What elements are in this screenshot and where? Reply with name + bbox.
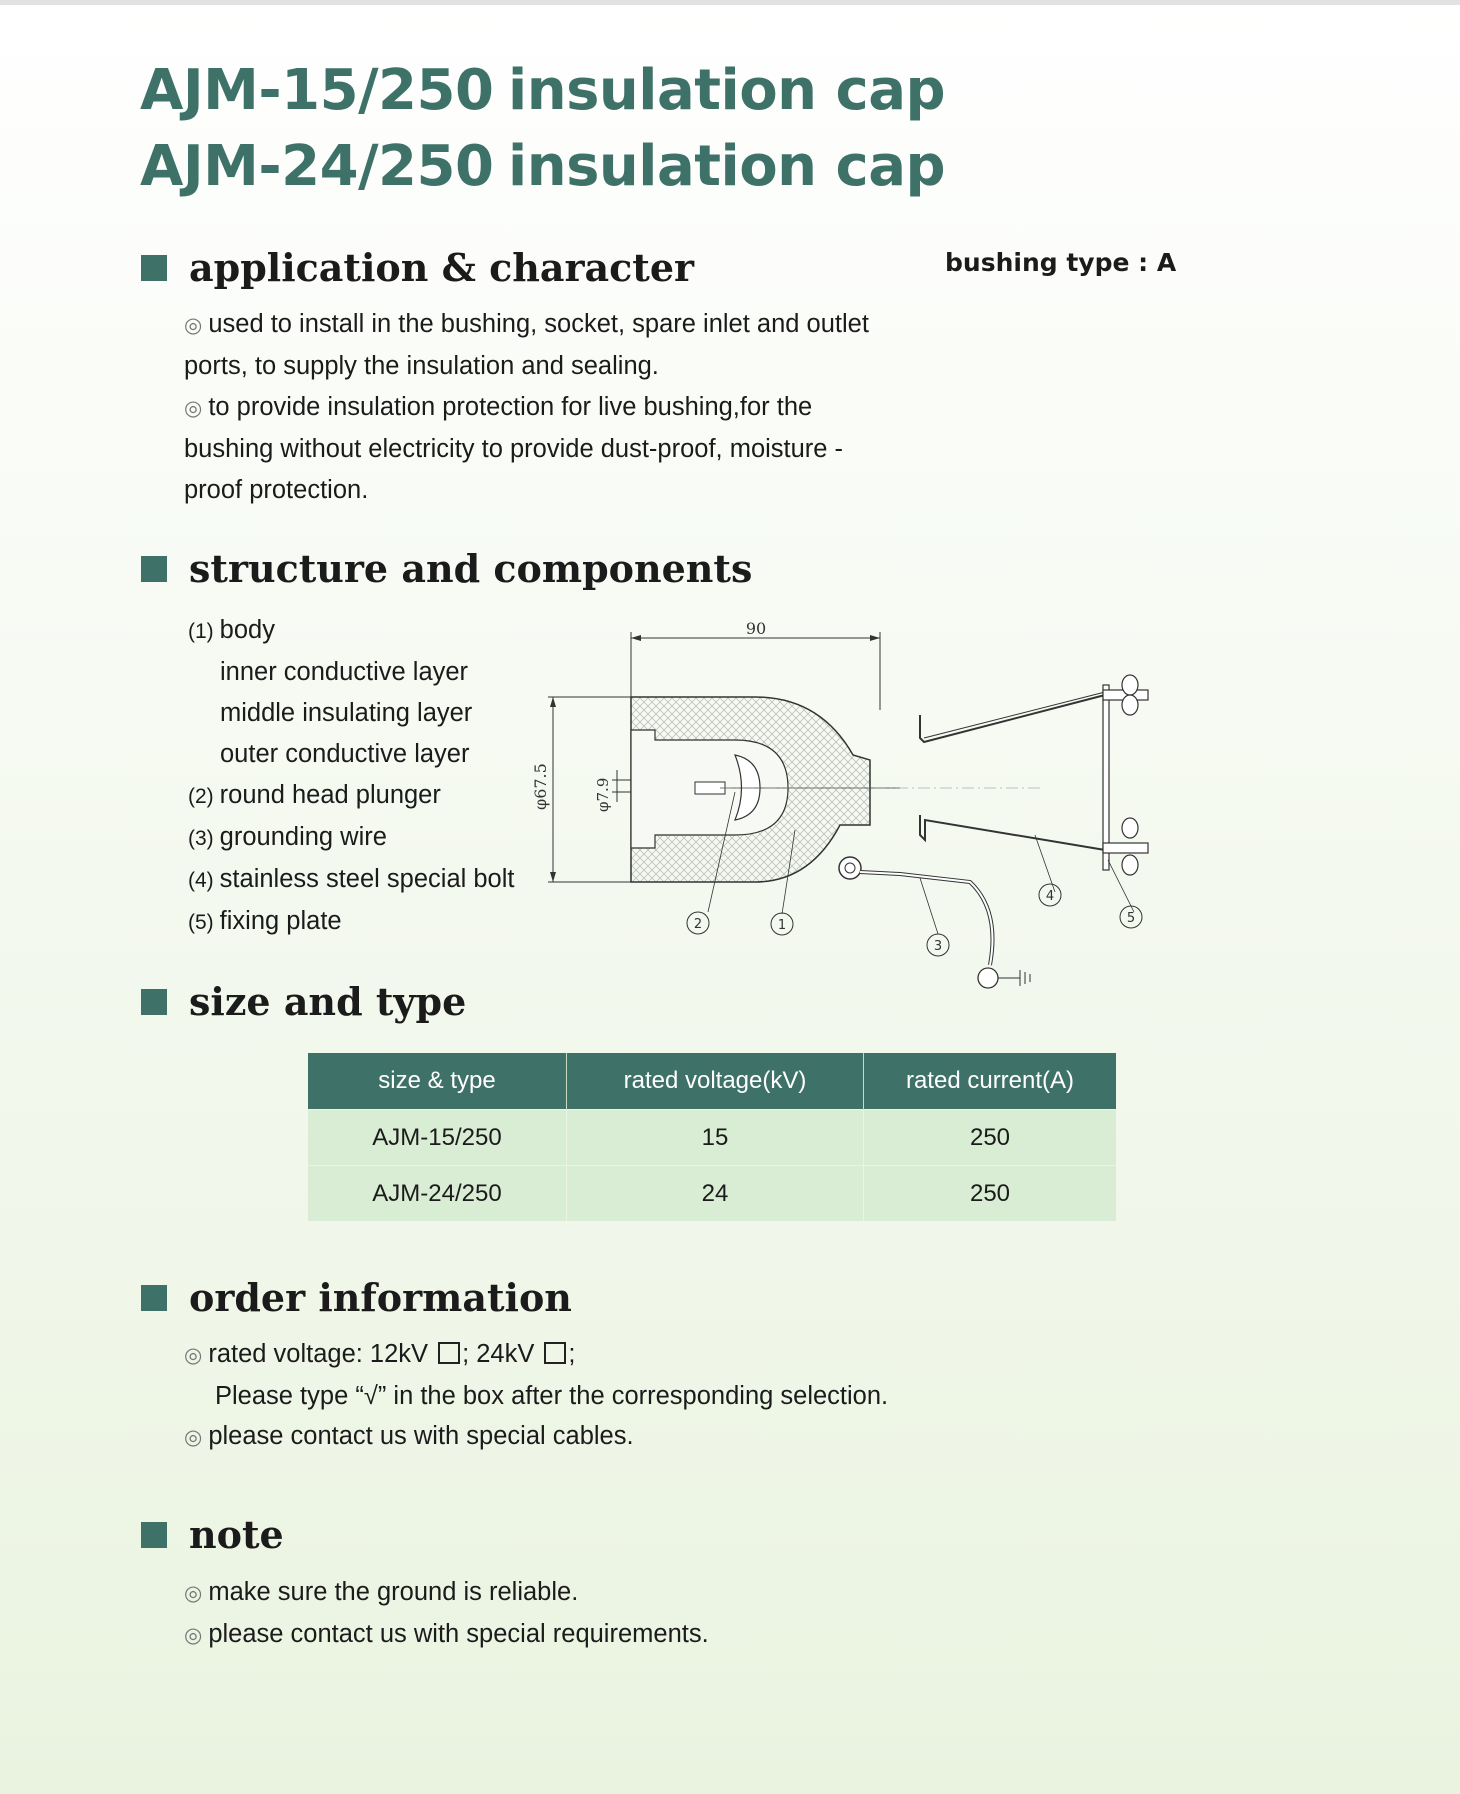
table-cell: 24 — [567, 1166, 864, 1222]
title-model-code: AJM-24/250 — [140, 133, 494, 199]
component-list — [188, 610, 515, 943]
callout-5 — [1120, 906, 1142, 928]
square-bullet-icon — [141, 1522, 167, 1548]
square-bullet-icon — [141, 556, 167, 582]
table-cell: AJM-24/250 — [308, 1166, 567, 1222]
note-text — [184, 1572, 709, 1656]
application-text — [184, 304, 874, 511]
section-title: size and type — [189, 979, 467, 1024]
list-item: (1) body — [188, 616, 275, 644]
list-item: ◎ make sure the ground is reliable. — [184, 1572, 709, 1614]
square-bullet-icon — [141, 1285, 167, 1311]
svg-text:4: 4 — [1045, 889, 1055, 904]
section-title: structure and components — [189, 546, 753, 591]
title-model-code: AJM-15/250 — [140, 57, 494, 123]
list-item: ◎ used to install in the bushing, socket, spare inlet and outlet ports, to supply the insulation and sealing. — [184, 304, 874, 387]
section-title: note — [189, 1512, 284, 1557]
table-cell: 250 — [864, 1110, 1117, 1166]
section-order-heading — [141, 1275, 572, 1320]
list-item: inner conductive layer — [220, 658, 469, 686]
svg-text:2: 2 — [693, 917, 703, 932]
double-circle-icon: ◎ — [184, 314, 203, 337]
square-bullet-icon — [141, 255, 167, 281]
callout-1 — [771, 913, 793, 935]
list-item: outer conductive layer — [220, 740, 470, 768]
list-item: middle insulating layer — [220, 699, 473, 727]
title-product-name: insulation cap — [508, 57, 946, 123]
double-circle-icon: ◎ — [184, 1344, 203, 1367]
callout-3 — [927, 934, 949, 956]
list-item: (3) grounding wire — [188, 823, 387, 851]
dimension-width-label: 90 — [745, 619, 767, 638]
section-application-heading — [141, 245, 694, 290]
double-circle-icon: ◎ — [184, 1582, 203, 1605]
callout-2 — [687, 912, 709, 934]
table-cell: AJM-15/250 — [308, 1110, 567, 1166]
double-circle-icon: ◎ — [184, 1624, 203, 1647]
title-line-1 — [140, 52, 945, 128]
section-title: order information — [189, 1275, 572, 1320]
section-size-heading — [141, 979, 466, 1024]
order-instruction: Please type “√” in the box after the corresponding selection. — [215, 1382, 889, 1410]
section-structure-heading — [141, 546, 752, 591]
double-circle-icon: ◎ — [184, 397, 203, 420]
section-note-heading — [141, 1512, 284, 1557]
double-circle-icon: ◎ — [184, 1426, 203, 1449]
column-header: rated voltage(kV) — [567, 1053, 864, 1110]
svg-text:5: 5 — [1126, 911, 1136, 926]
page-title — [140, 52, 945, 204]
list-item: (2) round head plunger — [188, 781, 441, 809]
table-cell: 15 — [567, 1110, 864, 1166]
checkbox-24kv[interactable] — [544, 1342, 566, 1364]
title-product-name: insulation cap — [508, 133, 946, 199]
square-bullet-icon — [141, 989, 167, 1015]
svg-text:1: 1 — [777, 918, 787, 933]
technical-drawing — [520, 610, 1180, 1000]
list-item: ◎ please contact us with special requirements. — [184, 1614, 709, 1656]
section-title: application & character — [189, 245, 695, 290]
title-line-2 — [140, 128, 945, 204]
list-item: ◎ to provide insulation protection for live bushing,for the bushing without electricity to provide dust-proof, moisture -proof protection. — [184, 387, 874, 511]
list-item: (5) fixing plate — [188, 907, 342, 935]
dimension-inner-diameter-label: φ7.9 — [594, 777, 612, 812]
top-border — [0, 0, 1460, 5]
svg-text:3: 3 — [933, 939, 943, 954]
checkbox-12kv[interactable] — [438, 1342, 460, 1364]
column-header: size & type — [308, 1053, 567, 1110]
callout-4 — [1039, 884, 1061, 906]
size-type-table — [308, 1053, 1116, 1221]
order-information-text — [184, 1334, 888, 1458]
table-row — [308, 1166, 1116, 1222]
list-item: ◎ rated voltage: 12kV ; 24kV ; — [184, 1334, 888, 1376]
list-item: ◎ please contact us with special cables. — [184, 1416, 888, 1458]
table-header-row — [308, 1053, 1116, 1110]
bushing-type-label: bushing type : A — [945, 248, 1177, 277]
table-cell: 250 — [864, 1166, 1117, 1222]
dimension-outer-diameter-label: φ67.5 — [531, 763, 550, 810]
column-header: rated current(A) — [864, 1053, 1117, 1110]
table-row — [308, 1110, 1116, 1166]
list-item: (4) stainless steel special bolt — [188, 865, 515, 893]
